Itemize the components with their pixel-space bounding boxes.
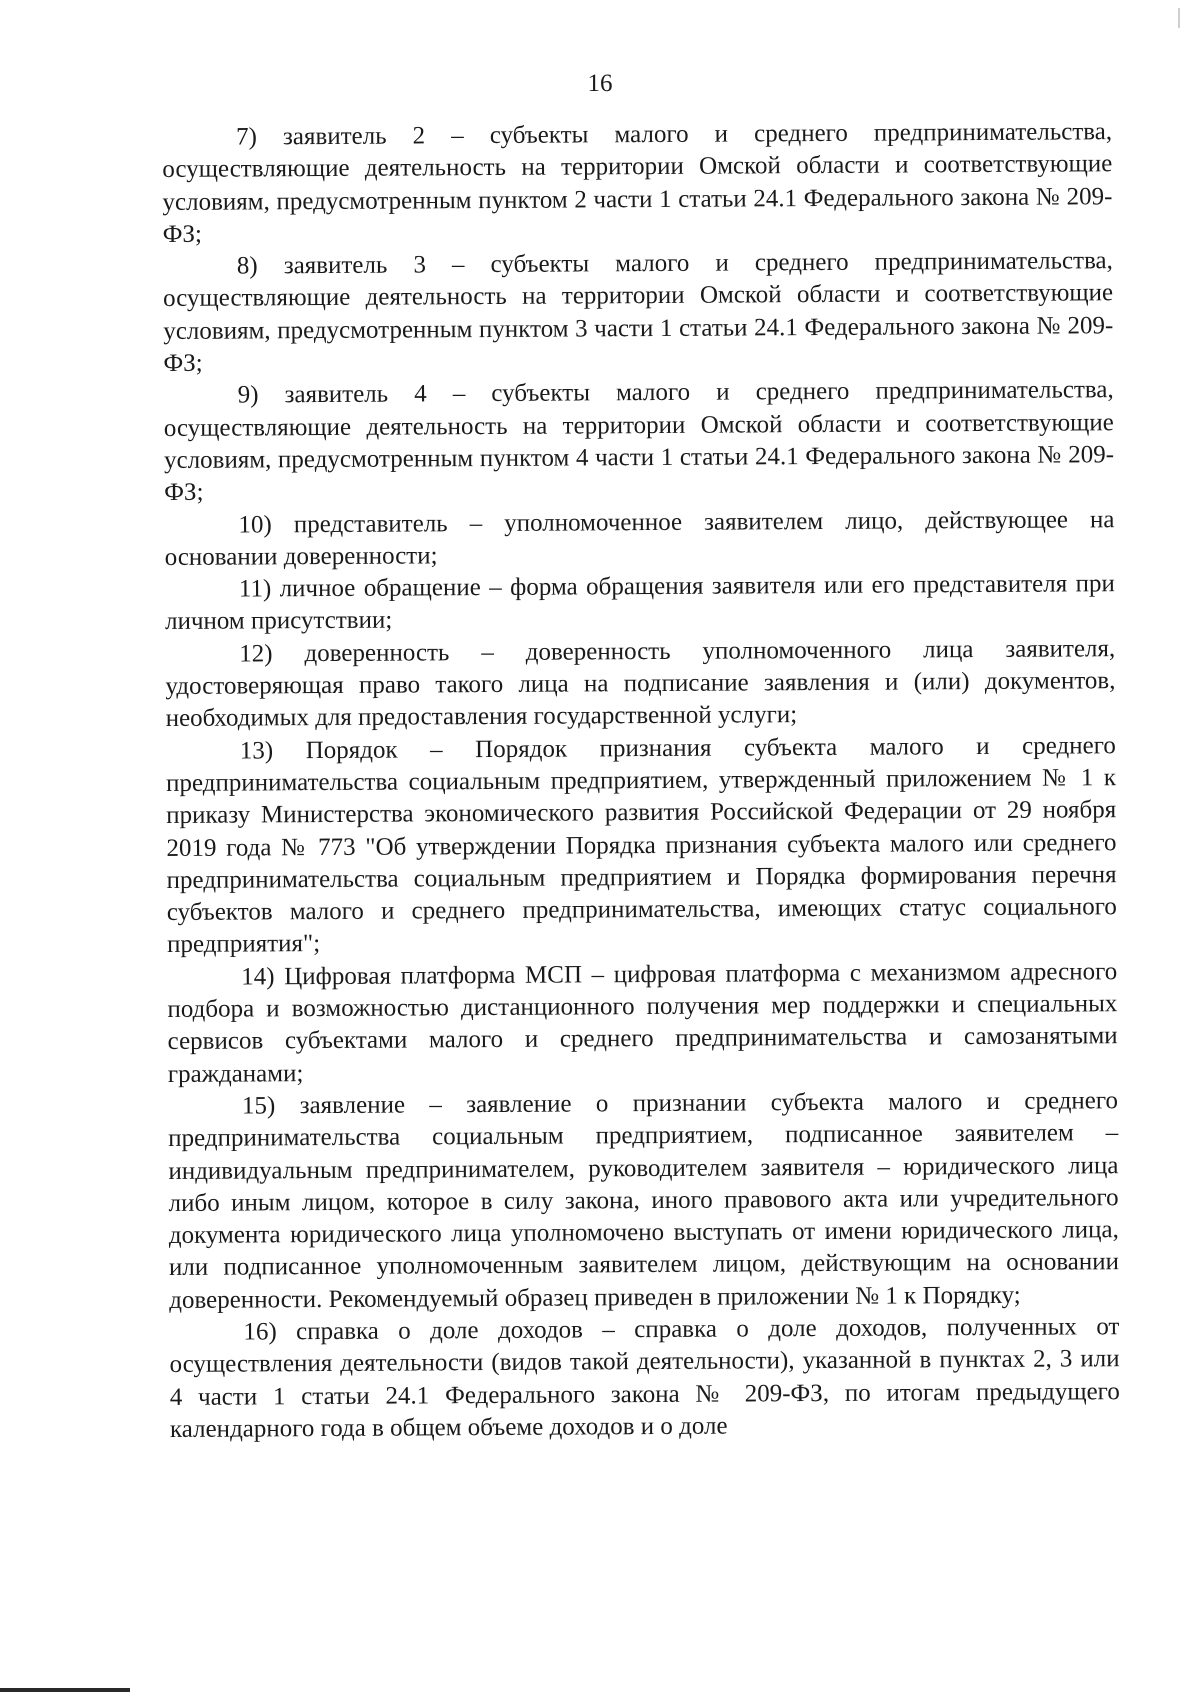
paragraph-item-10: 10) представитель – уполномоченное заявителем лицо, действующее на основании доверенности; <box>164 505 1115 571</box>
paragraph-item-14: 14) Цифровая платформа МСП – цифровая платформа с механизмом адресного подбора и возможностью дистанционного получения мер поддержки и специальных сервисов субъектами малого и среднего предпринимательства и самозанятыми гражданами; <box>167 957 1118 1088</box>
paragraph-item-12: 12) доверенность – доверенность уполномоченного лица заявителя, удостоверяющая право такого лица на подписание заявления и (или) документов, необходимых для предоставления государственной услуги; <box>165 634 1116 733</box>
scan-edge-mark <box>1178 8 1180 28</box>
paragraph-item-13: 13) Порядок – Порядок признания субъекта малого и среднего предпринимательства социальным предприятием, утвержденный приложением № 1 к приказу Министерства экономического развития Российской Федерации от 29 ноября 2019 года № 773 "Об утверждении Порядка признания субъекта малого или среднего предпринимательства социальным предприятием и Порядка формирования перечня субъектов малого и среднего предпринимательства, имеющих статус социального предприятия"; <box>165 731 1117 959</box>
page-number: 16 <box>587 70 613 97</box>
paragraph-item-15: 15) заявление – заявление о признании субъекта малого и среднего предпринимательства социальным предприятием, подписанное заявителем – индивидуальным предпринимателем, руководителем заявителя – юридического лица либо иным лицом, которое в силу закона, иного правового акта или учредительного документа юридического лица уполномочено выступать от имени юридического лица, или подписанное уполномоченным заявителем лицом, действующим на основании доверенности. Рекомендуемый образец приведен в приложении № 1 к Порядку; <box>168 1087 1120 1314</box>
paragraph-item-7: 7) заявитель 2 – субъекты малого и среднего предпринимательства, осуществляющие деятельность на территории Омской области и соответствующие условиям, предусмотренным пунктом 2 части 1 статьи 24.1 Федерального закона № 209-ФЗ; <box>162 118 1113 248</box>
document-body <box>162 116 1120 1446</box>
paragraph-item-9: 9) заявитель 4 – субъекты малого и среднего предпринимательства, осуществляющие деятельность на территории Омской области и соответствующие условиям, предусмотренным пунктом 4 части 1 статьи 24.1 Федерального закона № 209-ФЗ; <box>163 376 1115 507</box>
scan-edge-bar <box>0 1688 130 1692</box>
paragraph-item-8: 8) заявитель 3 – субъекты малого и среднего предпринимательства, осуществляющие деятельность на территории Омской области и соответствующие условиям, предусмотренным пунктом 3 части 1 статьи 24.1 Федерального закона № 209-ФЗ; <box>162 247 1114 378</box>
paragraph-item-11: 11) личное обращение – форма обращения заявителя или его представителя при личном присутствии; <box>164 570 1115 636</box>
paragraph-item-16: 16) справка о доле доходов – справка о доле доходов, полученных от осуществления деятельности (видов такой деятельности), указанной в пунктах 2, 3 или 4 части 1 статьи 24.1 Федерального закона № 209-ФЗ, по итогам предыдущего календарного года в общем объеме доходов и о доле <box>169 1313 1120 1443</box>
